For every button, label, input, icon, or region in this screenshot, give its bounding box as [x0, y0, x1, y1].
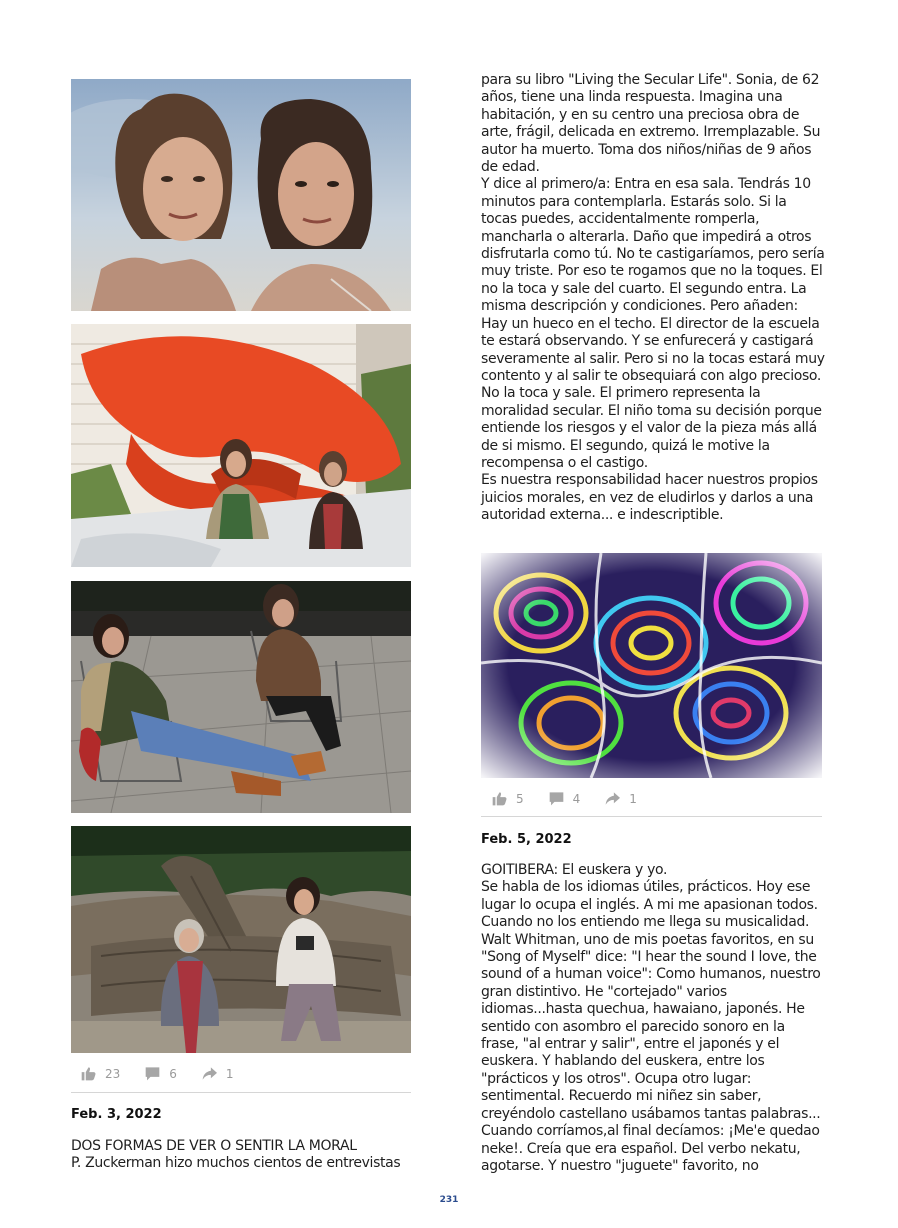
comment-count: 6 — [169, 1066, 177, 1081]
post-paragraph: No la toca y sale. El primero representa la moralidad secular. El niño toma su decisión porque entiende los riesgos y el valor de la pieza más allá de si mismo. El segundo, quizá le motive la recompensa o el castigo. — [481, 385, 822, 471]
post-paragraph: Se habla de los idiomas útiles, prácticos. Hoy ese lugar lo ocupa el inglés. A mi me apasionan todos. Cuando no los entiendo me llega su musicalidad. Walt Whitman, uno de mis poetas favoritos, en su "Song of Myself" dice: "I hear the sound I love, the sound of a human voice": Como humanos, nuestro gran distintivo. He "cortejado" varios idiomas...hasta quechua, hawaiano, japonés. He sentido con asombro el parecido sonoro en la frase, "al entrar y salir", entre el japonés y el euskera. Y hablando del euskera, entre los "prácticos y los otros". Ocupa otro lugar: sentimental. Recuerdo mi niñez sin saber, creyéndolo castellano usábamos tantas palabras... Cuando corríamos,al final decíamos: ¡Me'e quedao neke!. Creía que era español. Del verbo nekatu, agotarse. Y nuestro "juguete" favorito, no — [481, 879, 821, 1174]
share-count: 1 — [629, 791, 637, 806]
share-button[interactable] — [604, 791, 637, 806]
photo-red-sculpture — [71, 324, 411, 567]
photo-two-women-closeup — [71, 79, 411, 311]
photo-women-in-chairs — [71, 581, 411, 813]
share-arrow-icon — [201, 1066, 218, 1081]
comment-icon — [144, 1066, 161, 1081]
photo-women-on-driftwood — [71, 826, 411, 1053]
post-text-feb5 — [481, 862, 826, 1175]
comment-button[interactable] — [144, 1066, 177, 1081]
share-button[interactable] — [201, 1066, 234, 1081]
post-divider — [71, 1092, 411, 1093]
share-arrow-icon — [604, 791, 621, 806]
post-title: GOITIBERA: El euskera y yo. — [481, 862, 668, 878]
post-text-continued — [481, 72, 826, 525]
post-divider — [481, 816, 822, 817]
share-count: 1 — [225, 1066, 234, 1081]
post-title: DOS FORMAS DE VER O SENTIR LA MORAL — [71, 1138, 357, 1154]
comment-count: 4 — [572, 791, 581, 806]
like-button[interactable] — [80, 1066, 120, 1081]
post-paragraph: Es nuestra responsabilidad hacer nuestros propios juicios morales, en vez de eludirlos y darlos a una autoridad externa... e indescriptible. — [481, 472, 818, 524]
post-text-feb3 — [71, 1138, 416, 1173]
like-count: 23 — [105, 1066, 121, 1081]
comment-button[interactable] — [548, 791, 581, 806]
comment-icon — [548, 791, 565, 806]
thumbs-up-icon — [491, 791, 508, 806]
reactions-bar-feb3 — [80, 1066, 258, 1081]
post-date-feb3: Feb. 3, 2022 — [71, 1107, 162, 1122]
post-paragraph: Y dice al primero/a: Entra en esa sala. Tendrás 10 minutos para contemplarla. Estarás solo. Si la tocas puedes, accidentalmente romperla, mancharla o alterarla. Daño que impedirá a otros disfrutarla como tú. No te castigaríamos, pero sería muy triste. Por eso te rogamos que no la toques. El no la toca y sale del cuarto. El segundo entra. La misma descripción y condiciones. Pero añaden: Hay un hueco en el techo. El director de la escuela te estará observando. Y se enfurecerá y castigará severamente al salir. Pero si no la tocas estará muy contento y al salir te obsequiará con algo precioso. — [481, 176, 825, 384]
page-number: 231 — [439, 1195, 459, 1205]
thumbs-up-icon — [80, 1066, 97, 1081]
photo-psychedelic-art — [481, 553, 822, 778]
post-date-feb5: Feb. 5, 2022 — [481, 832, 572, 847]
like-button[interactable] — [491, 791, 524, 806]
reactions-bar-feb5 — [491, 791, 661, 806]
post-paragraph: para su libro "Living the Secular Life". Sonia, de 62 años, tiene una linda respuesta. Imagina una habitación, y en su centro una preciosa obra de arte, frágil, delicada en extremo. Irremplazable. Su autor ha muerto. Toma dos niños/niñas de 9 años de edad. — [481, 72, 821, 176]
like-count: 5 — [516, 791, 524, 806]
post-paragraph: P. Zuckerman hizo muchos cientos de entrevistas — [71, 1155, 401, 1172]
